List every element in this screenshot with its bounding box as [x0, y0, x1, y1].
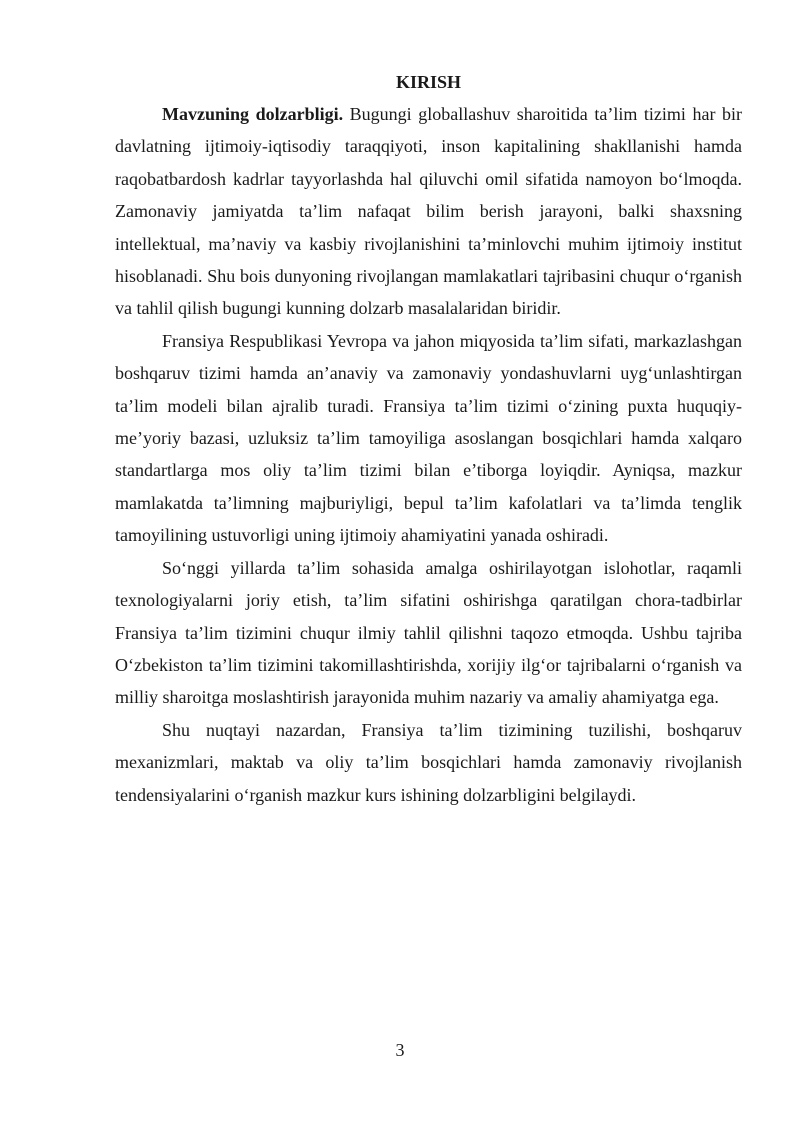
page-number: 3 — [395, 1040, 405, 1060]
paragraph-lead-bold: Mavzuning dolzarbligi. — [162, 104, 344, 124]
section-heading: KIRISH — [395, 72, 462, 92]
document-body — [115, 66, 742, 811]
paragraph-text: Fransiya Respublikasi Yevropa va jahon miqyosida ta’lim sifati, markazlashgan boshqaruv tizimi hamda an’anaviy va zamonaviy yondashuvlarni uyg‘unlashtirgan ta’lim modeli bilan ajralib turadi. Fransiya ta’lim tizimi o‘zining puxta huquqiy-me’yoriy bazasi, uzluksiz ta’lim tamoyiliga asoslangan bosqichlari hamda xalqaro standartlarga mos oliy ta’lim tizimi bilan e’tiborga loyiqdir. Ayniqsa, mazkur mamlakatda ta’limning majburiyligi, bepul ta’lim kafolatlari va ta’limda tenglik tamoyilining ustuvorligi uning ijtimoiy ahamiyatini yanada oshiradi. — [115, 330, 742, 546]
paragraph-relevance — [115, 98, 742, 325]
paragraph-text: So‘nggi yillarda ta’lim sohasida amalga oshirilayotgan islohotlar, raqamli texnologiyalarni joriy etish, ta’lim sifatini oshirishga qaratilgan chora-tadbirlar Fransiya ta’lim tizimini chuqur ilmiy tahlil qilishni taqozo etmoqda. Ushbu tajriba O‘zbekiston ta’lim tizimini takomillashtirishda, xorijiy ilg‘or tajribalarni o‘rganish va milliy sharoitga moslashtirish jarayonida muhim nazariy va amaliy ahamiyatga ega. — [115, 557, 742, 708]
paragraph-conclusion — [115, 714, 742, 811]
paragraph-text: Bugungi globallashuv sharoitida ta’lim tizimi har bir davlatning ijtimoiy-iqtisodiy taraqqiyoti, inson kapitalining shakllanishi hamda raqobatbardosh kadrlar tayyorlashda hal qiluvchi omil sifatida namoyon bo‘lmoqda. Zamonaviy jamiyatda ta’lim nafaqat bilim berish jarayoni, balki shaxsning intellektual, ma’naviy va kasbiy rivojlanishini ta’minlovchi muhim ijtimoiy institut hisoblanadi. Shu bois dunyoning rivojlangan mamlakatlari tajribasini chuqur o‘rganish va tahlil qilish bugungi kunning dolzarb masalalaridan biridir. — [115, 104, 743, 319]
paragraph-reforms — [115, 552, 742, 714]
paragraph-text: Shu nuqtayi nazardan, Fransiya ta’lim tizimining tuzilishi, boshqaruv mexanizmlari, maktab va oliy ta’lim bosqichlari hamda zamonaviy rivojlanish tendensiyalarini o‘rganish mazkur kurs ishining dolzarbligini belgilaydi. — [115, 719, 742, 805]
paragraph-france-system — [115, 325, 742, 552]
